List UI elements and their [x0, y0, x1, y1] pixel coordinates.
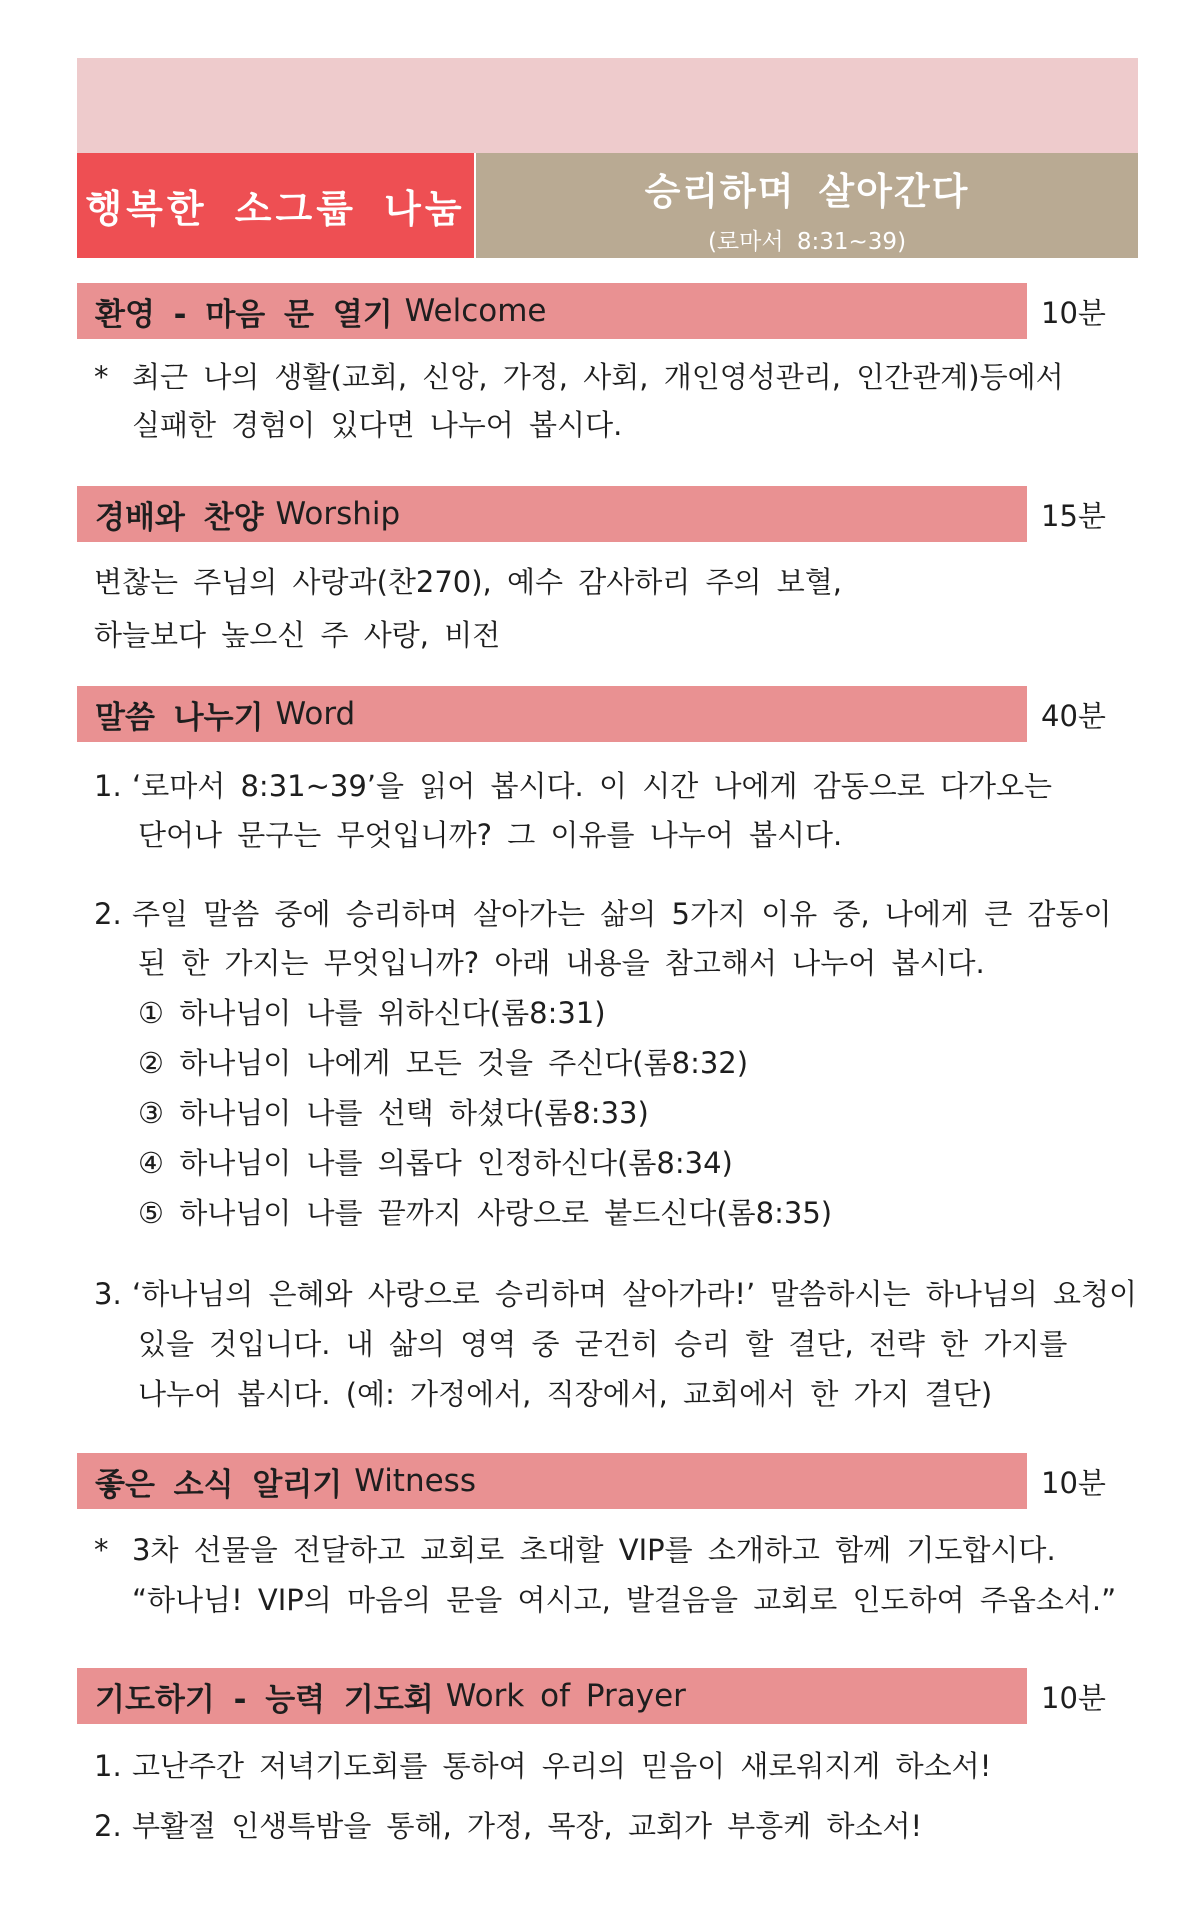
word-question-1: [94, 762, 1052, 810]
section-title-en: Welcome: [404, 293, 547, 329]
witness-text: [94, 1526, 1056, 1574]
bullet-marker: *: [94, 1533, 109, 1567]
reason-item-3: ③ 하나님이 나를 선택 하셨다(롬8:33): [138, 1096, 649, 1130]
section-time-word: 40분: [1041, 698, 1106, 733]
prayer-item-text: 부활절 인생특밤을 통해, 가정, 목장, 교회가 부흥케 하소서!: [132, 1809, 923, 1843]
witness-line-1: 3차 선물을 전달하고 교회로 초대할 VIP를 소개하고 함께 기도합시다.: [132, 1533, 1056, 1567]
question-1-line-1: ‘로마서 8:31~39’을 읽어 봅시다. 이 시간 나에게 감동으로 다가오는: [132, 769, 1053, 803]
section-header-worship: [77, 486, 1027, 542]
reason-item-4: ④ 하나님이 나를 의롭다 인정하신다(롬8:34): [138, 1146, 733, 1180]
question-3-line-1: ‘하나님의 은혜와 사랑으로 승리하며 살아가라!’ 말씀하시는 하나님의 요청이: [132, 1277, 1138, 1311]
list-number: 2.: [94, 897, 122, 931]
question-3-line-3: 나누어 봅시다. (예: 가정에서, 직장에서, 교회에서 한 가지 결단): [138, 1377, 993, 1411]
welcome-line-2: 실패한 경험이 있다면 나누어 봅시다.: [132, 408, 623, 442]
word-question-3: [94, 1270, 1137, 1318]
sermon-title: 승리하며 살아간다: [644, 170, 970, 213]
witness-line-2: “하나님! VIP의 마음의 문을 여시고, 발걸음을 교회로 인도하여 주옵소서.”: [132, 1583, 1117, 1617]
bullet-marker: *: [94, 360, 109, 394]
section-time-witness: 10분: [1041, 1465, 1106, 1500]
sermon-title-box: [476, 153, 1138, 258]
section-time-worship: 15분: [1041, 498, 1106, 533]
welcome-line-1: 최근 나의 생활(교회, 신앙, 가정, 사회, 개인영성관리, 인간관계)등에서: [132, 360, 1064, 394]
page-title: 행복한 소그룹 나눔: [77, 153, 474, 258]
list-number: 1.: [94, 769, 122, 803]
word-question-2: [94, 890, 1111, 938]
worship-line-1: 변찮는 주님의 사랑과(찬270), 예수 감사하리 주의 보혈,: [94, 565, 843, 599]
section-title-ko: 기도하기 - 능력 기도회: [95, 1681, 434, 1718]
section-title-en: Work of Prayer: [445, 1678, 686, 1714]
list-number: 3.: [94, 1277, 122, 1311]
section-time-welcome: 10분: [1041, 295, 1106, 330]
reason-item-2: ② 하나님이 나에게 모든 것을 주신다(롬8:32): [138, 1046, 749, 1080]
section-header-welcome: [77, 283, 1027, 339]
section-header-prayer: [77, 1668, 1027, 1724]
reason-item-5: ⑤ 하나님이 나를 끝까지 사랑으로 붙드신다(롬8:35): [138, 1196, 833, 1230]
worship-line-2: 하늘보다 높으신 주 사랑, 비전: [94, 618, 501, 652]
prayer-item-1: [94, 1742, 991, 1790]
section-title-en: Word: [275, 696, 356, 732]
section-title-ko: 좋은 소식 알리기: [95, 1466, 343, 1503]
list-number: 2.: [94, 1809, 122, 1843]
section-title-ko: 환영 - 마음 문 열기: [95, 296, 393, 333]
question-1-line-2: 단어나 문구는 무엇입니까? 그 이유를 나누어 봅시다.: [138, 818, 843, 852]
welcome-text: [94, 353, 1064, 401]
prayer-item-text: 고난주간 저녁기도회를 통하여 우리의 믿음이 새로워지게 하소서!: [132, 1749, 992, 1783]
section-header-word: [77, 686, 1027, 742]
section-title-en: Witness: [354, 1463, 476, 1499]
list-number: 1.: [94, 1749, 122, 1783]
header-band: [77, 58, 1138, 153]
prayer-item-2: [94, 1802, 922, 1850]
sermon-reference: (로마서 8:31~39): [707, 229, 907, 255]
section-title-ko: 경배와 찬양: [95, 499, 264, 536]
section-title-en: Worship: [275, 496, 401, 532]
section-time-prayer: 10분: [1041, 1680, 1106, 1715]
section-title-ko: 말씀 나누기: [95, 699, 264, 736]
reason-item-1: ① 하나님이 나를 위하신다(롬8:31): [138, 996, 606, 1030]
question-2-line-1: 주일 말씀 중에 승리하며 살아가는 삶의 5가지 이유 중, 나에게 큰 감동이: [132, 897, 1112, 931]
question-2-line-2: 된 한 가지는 무엇입니까? 아래 내용을 참고해서 나누어 봅시다.: [138, 946, 985, 980]
section-header-witness: [77, 1453, 1027, 1509]
question-3-line-2: 있을 것입니다. 내 삶의 영역 중 굳건히 승리 할 결단, 전략 한 가지를: [138, 1327, 1068, 1361]
